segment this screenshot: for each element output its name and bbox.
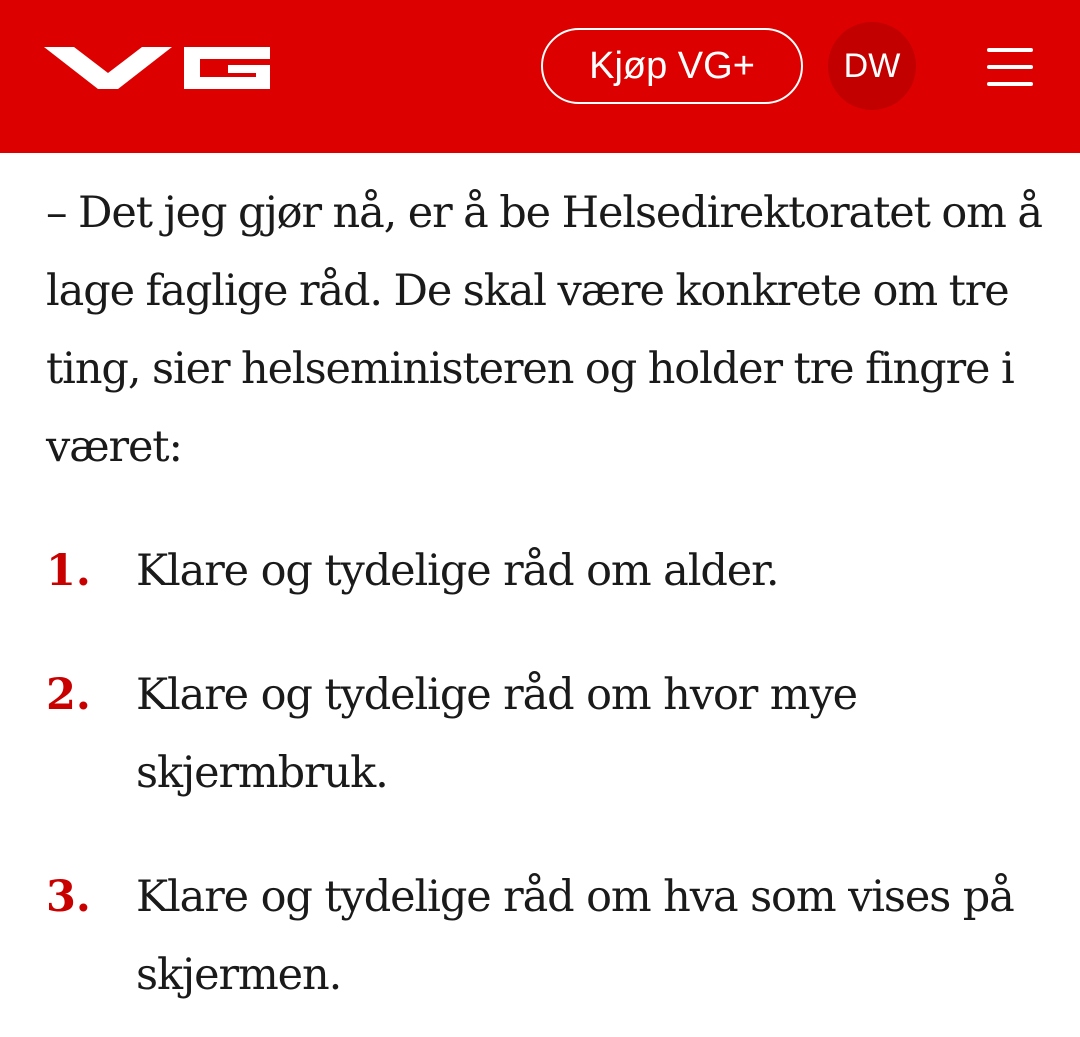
article-body (46, 174, 1046, 1000)
list-item-number: 3. (46, 872, 91, 922)
hamburger-menu-icon[interactable] (984, 44, 1036, 90)
list-item-number: 1. (46, 546, 91, 596)
list-item (46, 532, 1046, 610)
article-paragraph: – Det jeg gjør nå, er å be Helsedirektoratet om å lage faglige råd. De skal være konkrete om tre ting, sier helseministeren og holder tre fingre i været: (46, 188, 1042, 472)
user-avatar[interactable] (828, 22, 916, 110)
buy-vg-plus-button[interactable]: Kjøp VG+ (541, 28, 803, 104)
vg-logo-icon (44, 43, 272, 91)
numbered-list (46, 532, 1046, 1014)
list-item-number: 2. (46, 670, 91, 720)
list-item-text: Klare og tydelige råd om hvor mye skjermbruk. (136, 670, 857, 798)
list-item (46, 656, 1046, 812)
list-item-text: Klare og tydelige råd om hva som vises på skjermen. (136, 872, 1014, 1000)
list-item (46, 858, 1046, 1014)
list-item-text: Klare og tydelige råd om alder. (136, 546, 779, 596)
top-bar (0, 0, 1080, 153)
avatar-initials: DW (843, 46, 901, 85)
